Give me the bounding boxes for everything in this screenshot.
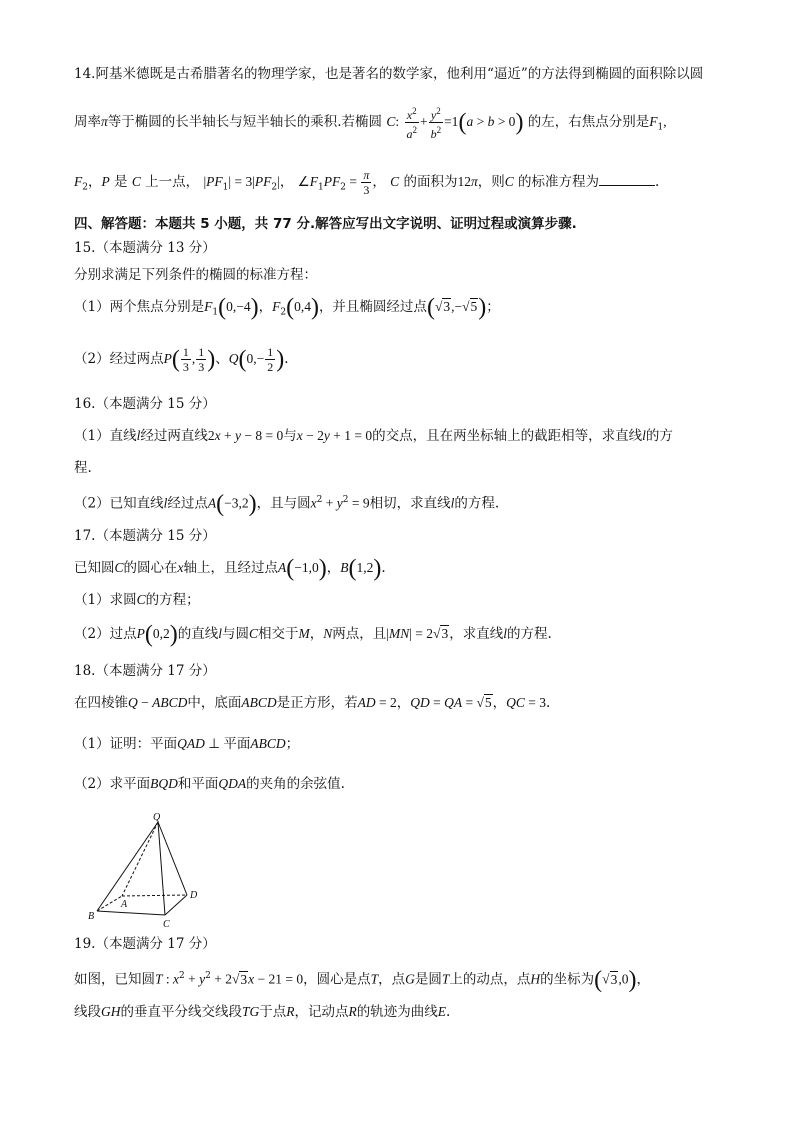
- q15-part1: （1）两个焦点分别是$F_1(0,-4)$，$F_2(0,4)$，并且椭圆经过点(√3,−√5)；: [74, 294, 500, 321]
- q16-part1: （1）直线l经过两直线2x + y − 8 = 0与x − 2y + 1 = 0的交点，且在两坐标轴上的截距相等，求直线l的方: [74, 428, 673, 444]
- label-b: B: [88, 911, 95, 922]
- label-c: C: [163, 919, 170, 930]
- q14-line2: 周率π等于椭圆的长半轴长与短半轴长的乘积.若椭圆 C: $\frac{x^2}{a^2}$ + $\frac{y^2}{b^2}$ =1(a > b > 0) 的左，右焦点分别是$F_1$,: [74, 106, 667, 141]
- q17-part2: （2）过点P(0,2)的直线l与圆C相交于M，N两点，且|MN| = 2√3，求直线l的方程.: [74, 621, 552, 648]
- label-d: D: [190, 890, 198, 901]
- q17-part1: （1）求圆C的方程；: [74, 592, 200, 608]
- q19-line2: 线段GH的垂直平分线交线段TG于点R，记动点R的轨迹为曲线E.: [74, 1004, 451, 1020]
- q17-head: 17.（本题满分 15 分）: [74, 528, 216, 544]
- q16-head: 16.（本题满分 15 分）: [74, 396, 216, 412]
- q17-intro: 已知圆C的圆心在x轴上，且经过点A(−1,0)，B(1,2).: [74, 555, 386, 582]
- pyramid-figure: [84, 810, 224, 930]
- q19-line1: 如图，已知圆T : $x^2 + y^2 + 2√3x - 21 = 0$，圆心是点T，点G是圆T上的动点，点H的坐标为(√3,0)，: [74, 967, 650, 993]
- q16-part2: （2）已知直线l经过点A(−3,2)，且与圆$x^2 + y^2 = 9$相切，求直线l的方程.: [74, 491, 500, 517]
- q19-head: 19.（本题满分 17 分）: [74, 936, 216, 952]
- q14-line1: 14.阿基米德既是古希腊著名的物理学家，也是著名的数学家，他利用“逼近”的方法得到椭圆的面积除以圆: [74, 66, 704, 82]
- section-title: 四、解答题：本题共 5 小题，共 77 分.解答应写出文字说明、证明过程或演算步骤.: [74, 216, 577, 232]
- q18-part2: （2）求平面BQD和平面QDA的夹角的余弦值.: [74, 776, 345, 792]
- q15-head: 15.（本题满分 13 分）: [74, 240, 216, 256]
- label-a: A: [121, 899, 128, 910]
- q18-head: 18.（本题满分 17 分）: [74, 663, 216, 679]
- q14-line3: $F_2$，P 是 C 上一点， $|PF_1| = 3|PF_2|$， $\angle F_1PF_2$ = $\frac{\pi}{3}$ ， C 的面积为12π，则C 的标准方程为 .: [74, 168, 660, 197]
- q15-part2: （2）经过两点P( $\frac{1}{3}$ , $\frac{1}{3}$ )、Q(0,− $\frac{1}{2}$ ).: [74, 345, 289, 374]
- q16-part1-cont: 程.: [74, 460, 92, 476]
- answer-blank: [599, 171, 655, 186]
- q18-intro: 在四棱锥Q − ABCD中，底面ABCD是正方形，若AD = 2，QD = QA = √5，QC = 3.: [74, 695, 551, 711]
- q15-intro: 分别求满足下列条件的椭圆的标准方程：: [74, 267, 317, 283]
- q18-part1: （1）证明：平面QAD ⊥ 平面ABCD；: [74, 736, 300, 752]
- label-q: Q: [153, 812, 161, 823]
